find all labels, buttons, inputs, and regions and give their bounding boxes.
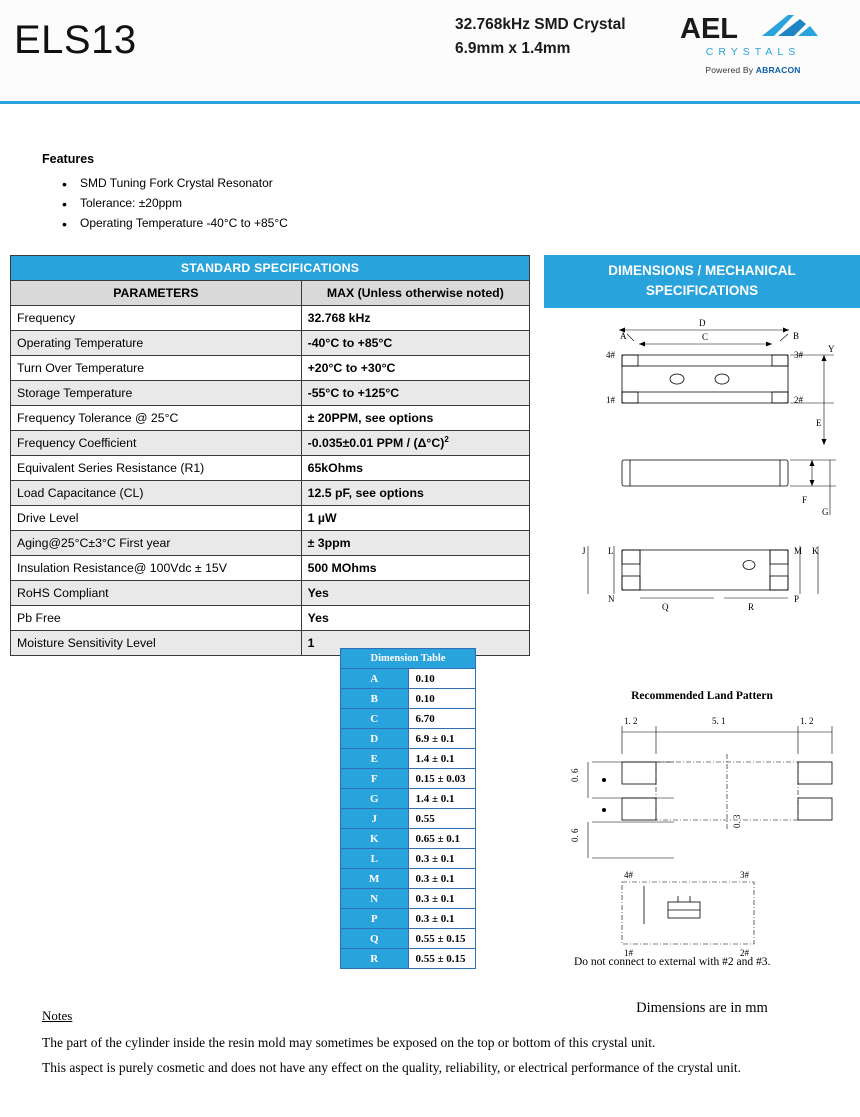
svg-text:1#: 1# xyxy=(606,395,615,405)
dim-key: A xyxy=(341,669,409,689)
svg-text:2#: 2# xyxy=(740,948,749,958)
package-outline-drawing xyxy=(544,310,860,680)
dim-key: E xyxy=(341,749,409,769)
land-pattern-title: Recommended Land Pattern xyxy=(631,690,773,702)
dim-value: 0.10 xyxy=(408,689,476,709)
dim-value: 0.15 ± 0.03 xyxy=(408,769,476,789)
spec-value: Yes xyxy=(301,606,529,631)
spec-param: Turn Over Temperature xyxy=(11,356,302,381)
svg-text:A: A xyxy=(620,331,627,341)
table-row xyxy=(341,749,476,769)
dimensions-panel-header xyxy=(544,255,860,308)
table-row xyxy=(341,949,476,969)
spec-value: Yes xyxy=(301,581,529,606)
table-row xyxy=(341,709,476,729)
svg-text:M: M xyxy=(794,546,803,556)
product-title-line2: 6.9mm x 1.4mm xyxy=(455,40,571,58)
spec-value: 1 µW xyxy=(301,506,529,531)
do-not-connect-note: Do not connect to external with #2 and #3. xyxy=(574,956,771,968)
svg-text:P: P xyxy=(794,594,800,604)
dimension-table-block xyxy=(340,648,476,969)
spec-param: Insulation Resistance@ 100Vdc ± 15V xyxy=(11,556,302,581)
product-title-line1: 32.768kHz SMD Crystal xyxy=(455,16,626,33)
list-item: • Tolerance: ±20ppm xyxy=(80,194,522,214)
powered-by xyxy=(678,65,828,75)
spec-param: Drive Level xyxy=(11,506,302,531)
dim-value: 6.9 ± 0.1 xyxy=(408,729,476,749)
dim-value: 6.70 xyxy=(408,709,476,729)
spec-table xyxy=(10,255,530,656)
spec-param: Aging@25°C±3°C First year xyxy=(11,531,302,556)
svg-text:Q: Q xyxy=(662,602,669,612)
svg-text:1#: 1# xyxy=(624,948,633,958)
spec-value: 12.5 pF, see options xyxy=(301,481,529,506)
spec-value: -40°C to +85°C xyxy=(301,331,529,356)
units-note: Dimensions are in mm xyxy=(636,1000,768,1016)
table-row xyxy=(11,356,530,381)
svg-text:B: B xyxy=(793,331,800,341)
dimensions-panel-title-line2: SPECIFICATIONS xyxy=(645,282,759,298)
table-row xyxy=(11,506,530,531)
dim-key: N xyxy=(341,889,409,909)
mechanical-drawings xyxy=(544,310,860,1016)
dim-key: R xyxy=(341,949,409,969)
svg-text:F: F xyxy=(802,495,808,505)
spec-param: Operating Temperature xyxy=(11,331,302,356)
table-row xyxy=(341,929,476,949)
table-row xyxy=(11,406,530,431)
table-row xyxy=(341,849,476,869)
table-row xyxy=(341,909,476,929)
product-title xyxy=(455,13,626,61)
dim-key: M xyxy=(341,869,409,889)
dim-value: 0.65 ± 0.1 xyxy=(408,829,476,849)
notes-heading: Notes xyxy=(42,1008,73,1023)
table-row xyxy=(341,729,476,749)
dim-key: C xyxy=(341,709,409,729)
spec-param: Moisture Sensitivity Level xyxy=(11,631,302,656)
dim-key: D xyxy=(341,729,409,749)
notes-body xyxy=(42,1033,822,1077)
svg-text:K: K xyxy=(812,546,819,556)
dim-value: 0.3 ± 0.1 xyxy=(408,889,476,909)
spec-param: Load Capacitance (CL) xyxy=(11,481,302,506)
spec-value: ± 3ppm xyxy=(301,531,529,556)
table-row xyxy=(11,306,530,331)
page-title: ELS13 xyxy=(14,18,137,62)
table-row xyxy=(11,556,530,581)
table-row xyxy=(341,789,476,809)
list-item: • Operating Temperature -40°C to +85°C xyxy=(80,214,522,234)
dimensions-panel-title-line1: DIMENSIONS / MECHANICAL xyxy=(608,263,796,278)
table-row xyxy=(11,331,530,356)
spec-param: Pb Free xyxy=(11,606,302,631)
table-row xyxy=(11,581,530,606)
dim-key: F xyxy=(341,769,409,789)
table-row xyxy=(11,381,530,406)
svg-text:N: N xyxy=(608,594,615,604)
svg-text:AEL: AEL xyxy=(680,13,738,45)
spec-value: -55°C to +125°C xyxy=(301,381,529,406)
dim-key: J xyxy=(341,809,409,829)
land-dim-top-right: 1. 2 xyxy=(800,716,814,726)
table-row xyxy=(341,649,476,669)
land-dim-top-left: 1. 2 xyxy=(624,716,638,726)
spec-col-header-max: MAX (Unless otherwise noted) xyxy=(301,281,529,306)
table-row xyxy=(341,889,476,909)
dim-value: 0.55 xyxy=(408,809,476,829)
svg-text:R: R xyxy=(748,602,755,612)
logo-subtitle: CRYSTALS xyxy=(705,46,801,58)
dim-key: G xyxy=(341,789,409,809)
table-row xyxy=(341,669,476,689)
table-row xyxy=(11,431,530,456)
svg-text:J: J xyxy=(582,546,586,556)
notes-section xyxy=(42,1008,822,1083)
dim-value: 1.4 ± 0.1 xyxy=(408,749,476,769)
dim-value: 0.10 xyxy=(408,669,476,689)
svg-text:E: E xyxy=(816,418,822,428)
spec-param: Frequency Coefficient xyxy=(11,431,302,456)
svg-text:0. 6: 0. 6 xyxy=(570,768,580,782)
spec-value: 32.768 kHz xyxy=(301,306,529,331)
features-section xyxy=(42,152,522,233)
dim-key: B xyxy=(341,689,409,709)
table-row xyxy=(341,869,476,889)
dim-key: P xyxy=(341,909,409,929)
spec-col-header-parameters: PARAMETERS xyxy=(11,281,302,306)
dim-value: 0.55 ± 0.15 xyxy=(408,949,476,969)
dim-key: K xyxy=(341,829,409,849)
svg-text:G: G xyxy=(822,507,829,517)
table-row xyxy=(11,456,530,481)
spec-param: Frequency Tolerance @ 25°C xyxy=(11,406,302,431)
ael-logo-icon xyxy=(678,10,828,44)
dim-key: L xyxy=(341,849,409,869)
note-paragraph: This aspect is purely cosmetic and does not have any effect on the quality, reliability, or electrical performance of the crystal unit. xyxy=(42,1060,741,1076)
dimension-table xyxy=(340,648,476,969)
table-row xyxy=(11,606,530,631)
spec-value: 65kOhms xyxy=(301,456,529,481)
land-dim-top-center: 5. 1 xyxy=(712,716,726,726)
spec-param: Frequency xyxy=(11,306,302,331)
table-row xyxy=(11,531,530,556)
note-paragraph: The part of the cylinder inside the resin mold may sometimes be exposed on the top or bottom of this crystal unit. xyxy=(42,1035,656,1050)
spec-value: -0.035±0.01 PPM / $(\Delta^\circ C)^2$ xyxy=(301,431,529,456)
spec-value: 1 xyxy=(301,631,529,656)
spec-table-title: STANDARD SPECIFICATIONS xyxy=(11,256,530,281)
spec-param: Equivalent Series Resistance (R1) xyxy=(11,456,302,481)
dim-value: 0.3 ± 0.1 xyxy=(408,869,476,889)
features-list xyxy=(42,174,522,233)
standard-specifications xyxy=(10,255,530,656)
table-row xyxy=(341,829,476,849)
svg-text:3#: 3# xyxy=(740,870,749,880)
powered-by-brand: ABRACON xyxy=(755,65,801,75)
features-heading: Features xyxy=(42,152,95,166)
powered-by-text: Powered By xyxy=(705,65,756,75)
dim-value: 0.55 ± 0.15 xyxy=(408,929,476,949)
table-row xyxy=(341,769,476,789)
spec-value: 500 MOhms xyxy=(301,556,529,581)
dim-value: 0.3 ± 0.1 xyxy=(408,849,476,869)
svg-text:2#: 2# xyxy=(794,395,803,405)
land-pattern-drawing xyxy=(544,710,860,958)
dimension-table-title: Dimension Table xyxy=(341,649,476,669)
table-row xyxy=(11,481,530,506)
svg-text:L: L xyxy=(608,546,614,556)
header-divider xyxy=(0,101,860,104)
svg-text:4#: 4# xyxy=(624,870,633,880)
spec-value: ± 20PPM, see options xyxy=(301,406,529,431)
table-row xyxy=(341,809,476,829)
dim-key: Q xyxy=(341,929,409,949)
page-header xyxy=(0,0,860,104)
svg-text:0. 6: 0. 6 xyxy=(570,828,580,842)
spec-param: Storage Temperature xyxy=(11,381,302,406)
svg-text:4#: 4# xyxy=(606,350,615,360)
brand-logo xyxy=(678,10,828,75)
svg-text:0. 3: 0. 3 xyxy=(732,814,742,828)
svg-text:3#: 3# xyxy=(794,350,803,360)
table-row xyxy=(341,689,476,709)
spec-value: +20°C to +30°C xyxy=(301,356,529,381)
list-item: • SMD Tuning Fork Crystal Resonator xyxy=(80,174,522,194)
dim-value: 0.3 ± 0.1 xyxy=(408,909,476,929)
dim-value: 1.4 ± 0.1 xyxy=(408,789,476,809)
svg-text:D: D xyxy=(699,318,706,328)
svg-text:Y: Y xyxy=(828,344,835,354)
spec-param: RoHS Compliant xyxy=(11,581,302,606)
svg-text:C: C xyxy=(702,332,709,342)
